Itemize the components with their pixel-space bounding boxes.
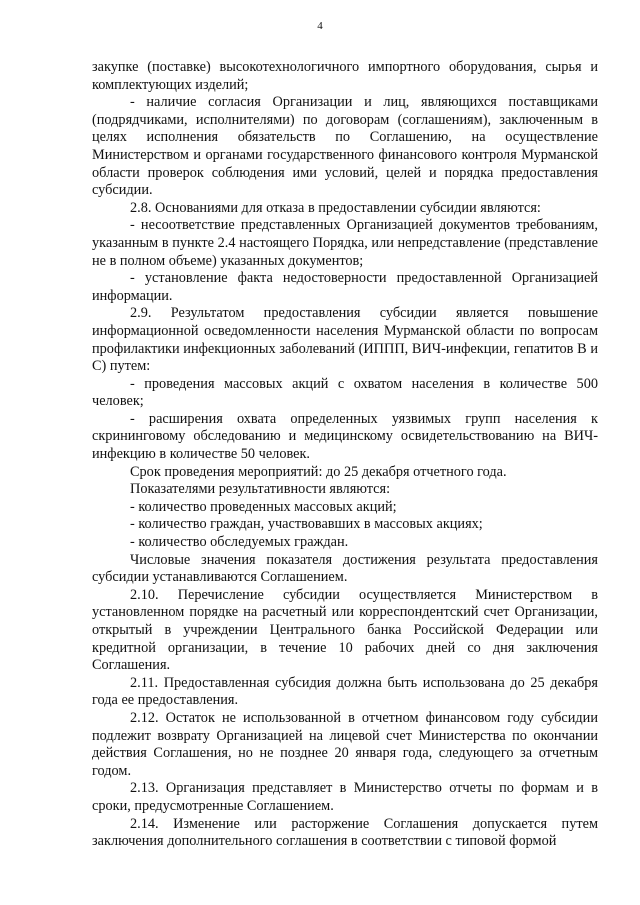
document-body — [92, 59, 598, 851]
paragraph-screening: - расширения охвата определенных уязвимых групп населения к скрининговому обследованию и медицинскому освидетельствованию на ВИЧ-инфекцию в количестве 50 человек. — [92, 410, 598, 463]
paragraph-consent-condition: - наличие согласия Организации и лиц, являющихся поставщиками (подрядчиками, исполнителями) по договорам (соглашениям), заключенным в целях исполнения обязательств по Соглашению, на осуществление Министерством и органами государственного финансового контроля Мурманской области проверок соблюдения ими условий, целей и порядка предоставления субсидии. — [92, 94, 598, 199]
paragraph-indicator-actions: - количество проведенных массовых акций; — [130, 498, 397, 515]
paragraph-refusal-nonconformity: - несоответствие представленных Организацией документов требованиям, указанным в пункте 2.4 настоящего Порядка, или непредставление (представление не в полном объеме) указанных документов; — [92, 217, 598, 269]
paragraph-2-10: 2.10. Перечисление субсидии осуществляется Министерством в установленном порядке на расчетный или корреспондентский счет Организации, открытый в учреждении Центрального банка Российской Федерации или кредитной организации, в течение 10 рабочих дней со дня заключения Соглашения. — [92, 586, 598, 674]
paragraph-continuation: закупке (поставке) высокотехнологичного импортного оборудования, сырья и комплектующих изделий; — [92, 59, 598, 93]
page-number: 4 — [317, 20, 323, 32]
paragraph-indicator-examined: - количество обследуемых граждан. — [130, 534, 349, 551]
paragraph-2-8: 2.8. Основаниями для отказа в предоставлении субсидии являются: — [130, 199, 541, 216]
paragraph-2-13: 2.13. Организация представляет в Министерство отчеты по формам и в сроки, предусмотренные Соглашением. — [92, 780, 598, 814]
paragraph-2-12: 2.12. Остаток не использованной в отчетном финансовом году субсидии подлежит возврату Организацией на лицевой счет Министерства по окончании действия Соглашения, но не позднее 20 января года, следующего за отчетным годом. — [92, 709, 598, 779]
paragraph-2-14: 2.14. Изменение или расторжение Соглашения допускается путем заключения дополнительного соглашения в соответствии с типовой формой — [92, 815, 598, 850]
paragraph-indicator-participants: - количество граждан, участвовавших в массовых акциях; — [130, 516, 483, 533]
paragraph-indicators-heading: Показателями результативности являются: — [130, 481, 391, 498]
paragraph-refusal-inaccuracy: - установление факта недостоверности предоставленной Организацией информации. — [92, 270, 598, 304]
paragraph-mass-actions: - проведения массовых акций с охватом населения в количестве 500 человек; — [92, 375, 598, 410]
paragraph-deadline: Срок проведения мероприятий: до 25 декабря отчетного года. — [130, 463, 507, 480]
paragraph-2-11: 2.11. Предоставленная субсидия должна быть использована до 25 декабря года ее предоставления. — [92, 674, 598, 709]
paragraph-numeric-values: Числовые значения показателя достижения результата предоставления субсидии устанавливаются Соглашением. — [92, 551, 598, 586]
paragraph-2-9: 2.9. Результатом предоставления субсидии является повышение информационной осведомленности населения Мурманской области по вопросам профилактики инфекционных заболеваний (ИППП, ВИЧ-инфекции, гепатитов В и С) путем: — [92, 305, 598, 375]
